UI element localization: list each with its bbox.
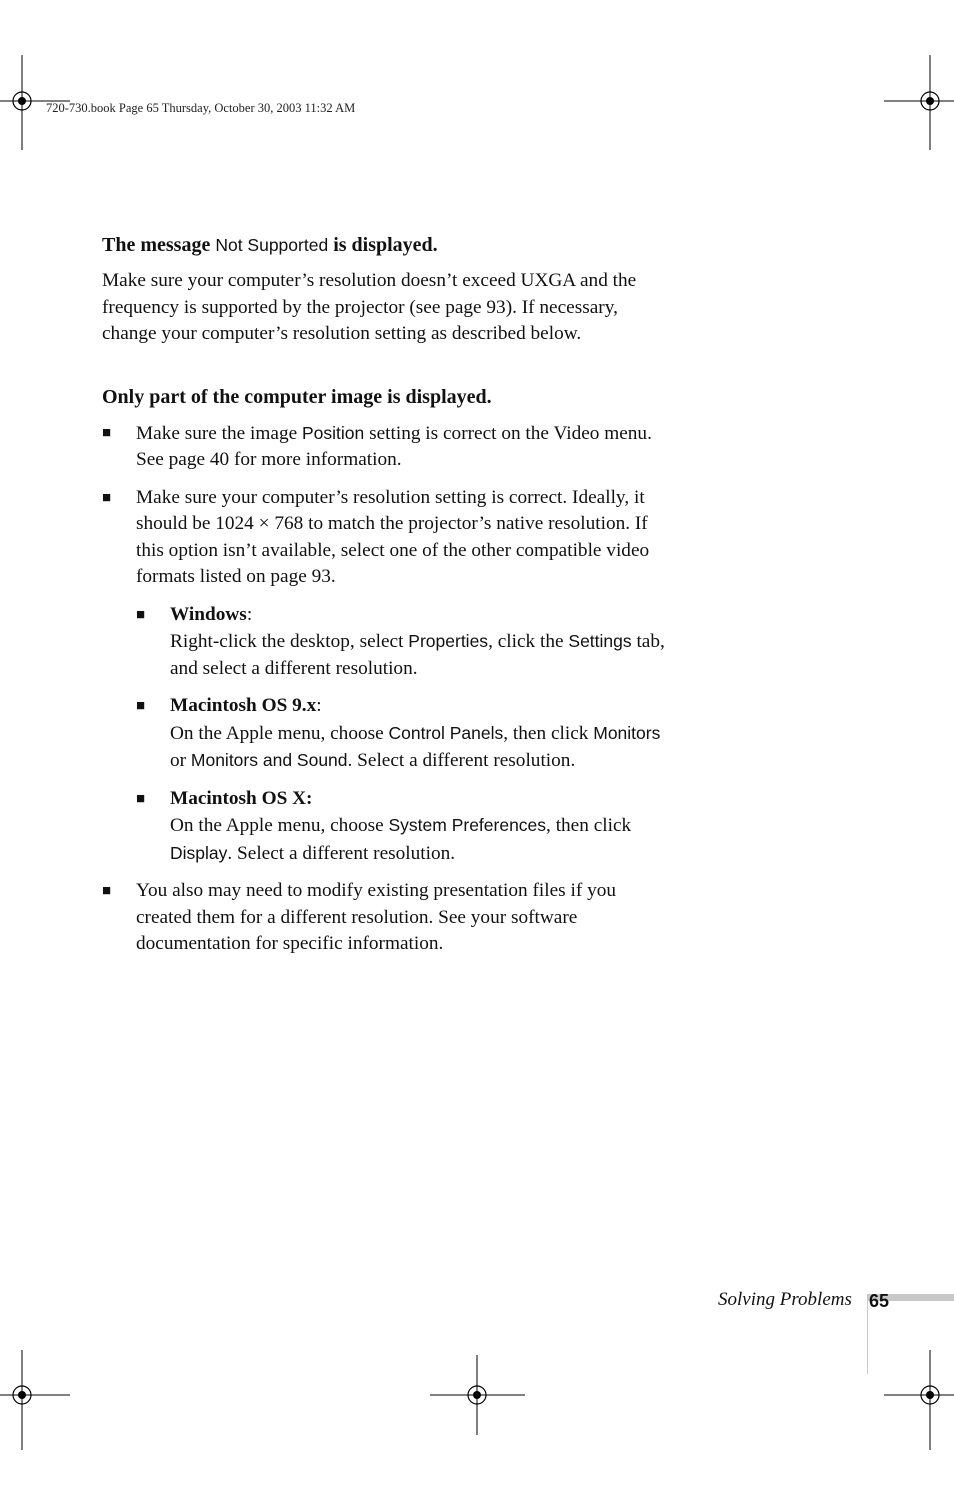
text: tab, and select a different resolution.	[170, 631, 665, 679]
text: On the Apple menu, choose	[170, 815, 384, 836]
registration-mark-icon	[0, 1350, 70, 1450]
text: Right-click the desktop, select	[170, 631, 404, 652]
os-label: Macintosh OS X:	[170, 787, 313, 809]
sub-list-item	[102, 693, 672, 775]
ui-term: Properties	[408, 631, 489, 651]
registration-mark-icon	[430, 1355, 525, 1435]
page-number: 65	[869, 1291, 890, 1311]
text: setting is correct on the Video menu. See page 40 for more information.	[136, 422, 652, 470]
ui-term: Display	[170, 842, 228, 863]
bullet-icon: ■	[136, 606, 146, 623]
text: You also may need to modify existing presentation files if you created them for a different resolution. See your software documentation for specific information.	[136, 880, 617, 954]
print-slug: 720-730.book Page 65 Thursday, October 30, 2003 11:32 AM	[46, 101, 356, 115]
heading-text: The message	[102, 234, 211, 256]
heading-text: is displayed.	[333, 234, 438, 256]
ui-term: System Preferences	[388, 815, 547, 835]
section-heading	[102, 230, 672, 260]
ui-term: Not Supported	[215, 235, 329, 255]
os-label: Windows	[170, 603, 247, 625]
list-item	[102, 485, 672, 591]
text: or	[170, 750, 187, 771]
registration-mark-icon	[884, 55, 954, 150]
bullet-icon: ■	[136, 790, 146, 807]
bullet-icon: ■	[102, 883, 112, 899]
colon: :	[316, 695, 322, 716]
ui-term: Position	[301, 422, 365, 443]
ui-term: Control Panels	[388, 722, 504, 743]
text: On the Apple menu, choose	[170, 722, 384, 744]
text: . Select a different resolution.	[227, 842, 456, 864]
text: Make sure your computer’s resolution setting is correct. Ideally, it should be 1024 × 768 to match the projector’s native resolution. If this option isn’t available, select one of the other compatible video formats listed on page 93.	[136, 486, 650, 587]
page-content	[102, 230, 672, 958]
sub-list-item	[102, 602, 672, 683]
ui-term: Settings	[568, 631, 632, 651]
ui-term: Monitors and Sound	[190, 750, 348, 770]
paragraph: Make sure your computer’s resolution doesn’t exceed UXGA and the frequency is supported by the projector (see page 93). If necessary, change your computer’s resolution setting as described below.	[102, 270, 637, 344]
list-item	[102, 420, 672, 474]
os-label: Macintosh OS 9.x	[170, 695, 317, 716]
sub-list-item	[102, 786, 672, 868]
bullet-icon: ■	[136, 698, 146, 714]
footer-rule	[867, 1294, 868, 1374]
bullet-icon: ■	[102, 489, 112, 506]
text: . Select a different resolution.	[347, 750, 576, 771]
colon: :	[246, 603, 253, 625]
text: Make sure the image	[136, 422, 298, 444]
running-footer: Solving Problems	[718, 1289, 852, 1310]
ui-term: Monitors	[593, 722, 661, 743]
text: , click the	[488, 631, 564, 652]
text: , then click	[503, 722, 589, 744]
text: , then click	[546, 815, 632, 836]
registration-mark-icon	[884, 1350, 954, 1450]
list-item	[102, 878, 672, 958]
bullet-icon: ■	[102, 424, 112, 441]
section-heading: Only part of the computer image is displayed.	[102, 385, 492, 408]
